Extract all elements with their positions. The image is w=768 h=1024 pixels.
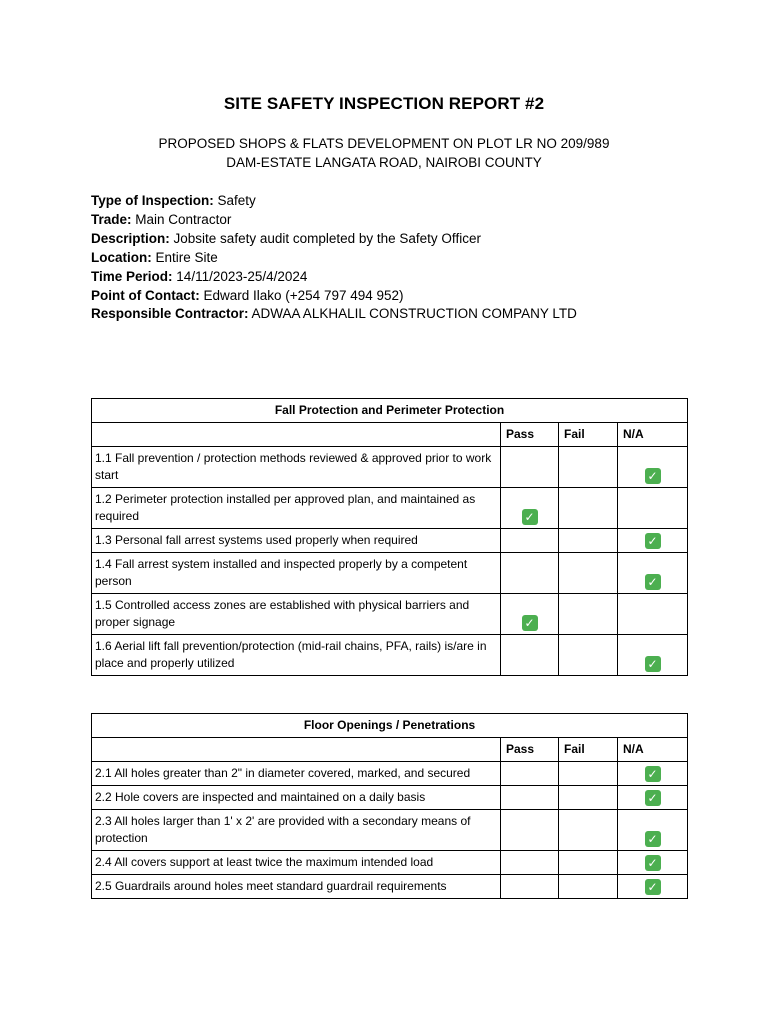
check-mark-icon: ✓ <box>645 879 661 895</box>
fall-protection-table <box>91 398 688 676</box>
column-header-row <box>92 423 688 447</box>
check-mark-icon: ✓ <box>645 468 661 484</box>
info-responsible-contractor: Responsible Contractor: ADWAA ALKHALIL CONSTRUCTION COMPANY LTD <box>91 306 577 322</box>
na-cell <box>618 635 688 676</box>
pass-cell <box>501 762 559 786</box>
section-heading: Floor Openings / Penetrations <box>92 714 688 738</box>
item-column-header <box>92 738 501 762</box>
item-description: 1.5 Controlled access zones are established with physical barriers and proper signage <box>92 594 501 635</box>
pass-cell <box>501 594 559 635</box>
check-mark-icon: ✓ <box>522 509 538 525</box>
info-time-period: Time Period: 14/11/2023-25/4/2024 <box>91 268 308 284</box>
fail-cell <box>559 786 618 810</box>
check-mark-icon: ✓ <box>645 855 661 871</box>
item-description: 1.6 Aerial lift fall prevention/protection (mid-rail chains, PFA, rails) is/are in place and properly utilized <box>92 635 501 676</box>
info-location: Location: Entire Site <box>91 249 218 265</box>
fail-cell <box>559 762 618 786</box>
item-column-header <box>92 423 501 447</box>
na-column-header: N/A <box>618 423 688 447</box>
item-description: 2.2 Hole covers are inspected and maintained on a daily basis <box>92 786 501 810</box>
report-title: SITE SAFETY INSPECTION REPORT #2 <box>223 94 545 113</box>
item-description: 1.4 Fall arrest system installed and inspected properly by a competent person <box>92 553 501 594</box>
na-column-header: N/A <box>618 738 688 762</box>
pass-cell <box>501 851 559 875</box>
info-trade: Trade: Main Contractor <box>91 211 232 227</box>
check-mark-icon: ✓ <box>645 533 661 549</box>
table-row <box>92 594 688 635</box>
item-description: 1.3 Personal fall arrest systems used properly when required <box>92 529 501 553</box>
pass-cell <box>501 447 559 488</box>
pass-cell <box>501 553 559 594</box>
section-heading: Fall Protection and Perimeter Protection <box>92 399 688 423</box>
fail-cell <box>559 594 618 635</box>
inspection-info <box>91 192 577 324</box>
table-row <box>92 762 688 786</box>
pass-cell <box>501 529 559 553</box>
na-cell <box>618 594 688 635</box>
pass-cell <box>501 875 559 899</box>
item-description: 2.1 All holes greater than 2" in diameter covered, marked, and secured <box>92 762 501 786</box>
item-description: 2.5 Guardrails around holes meet standard guardrail requirements <box>92 875 501 899</box>
check-mark-icon: ✓ <box>522 615 538 631</box>
table-row <box>92 488 688 529</box>
check-mark-icon: ✓ <box>645 831 661 847</box>
table-row <box>92 553 688 594</box>
project-line-1: PROPOSED SHOPS & FLATS DEVELOPMENT ON PLOT LR NO 209/989 <box>158 136 610 151</box>
pass-cell <box>501 488 559 529</box>
na-cell <box>618 447 688 488</box>
check-mark-icon: ✓ <box>645 656 661 672</box>
table-row <box>92 810 688 851</box>
table-row <box>92 529 688 553</box>
na-cell <box>618 762 688 786</box>
pass-cell <box>501 810 559 851</box>
na-cell <box>618 875 688 899</box>
check-mark-icon: ✓ <box>645 574 661 590</box>
fail-column-header: Fail <box>559 423 618 447</box>
item-description: 1.1 Fall prevention / protection methods reviewed & approved prior to work start <box>92 447 501 488</box>
table-row <box>92 786 688 810</box>
pass-cell <box>501 635 559 676</box>
fail-cell <box>559 553 618 594</box>
section-heading-row <box>92 399 688 423</box>
info-description: Description: Jobsite safety audit completed by the Safety Officer <box>91 230 481 246</box>
info-type-of-inspection: Type of Inspection: Safety <box>91 193 256 208</box>
na-cell <box>618 529 688 553</box>
na-cell <box>618 810 688 851</box>
check-mark-icon: ✓ <box>645 790 661 806</box>
table-row <box>92 635 688 676</box>
item-description: 2.3 All holes larger than 1' x 2' are provided with a secondary means of protection <box>92 810 501 851</box>
section-heading-row <box>92 714 688 738</box>
item-description: 2.4 All covers support at least twice the maximum intended load <box>92 851 501 875</box>
na-cell <box>618 488 688 529</box>
fail-cell <box>559 447 618 488</box>
na-cell <box>618 553 688 594</box>
fail-cell <box>559 635 618 676</box>
fail-cell <box>559 529 618 553</box>
fail-cell <box>559 810 618 851</box>
fail-cell <box>559 851 618 875</box>
table-row <box>92 447 688 488</box>
table-row <box>92 875 688 899</box>
pass-cell <box>501 786 559 810</box>
table-row <box>92 851 688 875</box>
fail-cell <box>559 875 618 899</box>
check-mark-icon: ✓ <box>645 766 661 782</box>
na-cell <box>618 851 688 875</box>
project-line-2: DAM-ESTATE LANGATA ROAD, NAIROBI COUNTY <box>226 155 542 170</box>
fail-column-header: Fail <box>559 738 618 762</box>
item-description: 1.2 Perimeter protection installed per approved plan, and maintained as required <box>92 488 501 529</box>
fail-cell <box>559 488 618 529</box>
floor-openings-table <box>91 713 688 899</box>
info-point-of-contact: Point of Contact: Edward Ilako (+254 797 494 952) <box>91 287 404 303</box>
pass-column-header: Pass <box>501 423 559 447</box>
pass-column-header: Pass <box>501 738 559 762</box>
na-cell <box>618 786 688 810</box>
column-header-row <box>92 738 688 762</box>
